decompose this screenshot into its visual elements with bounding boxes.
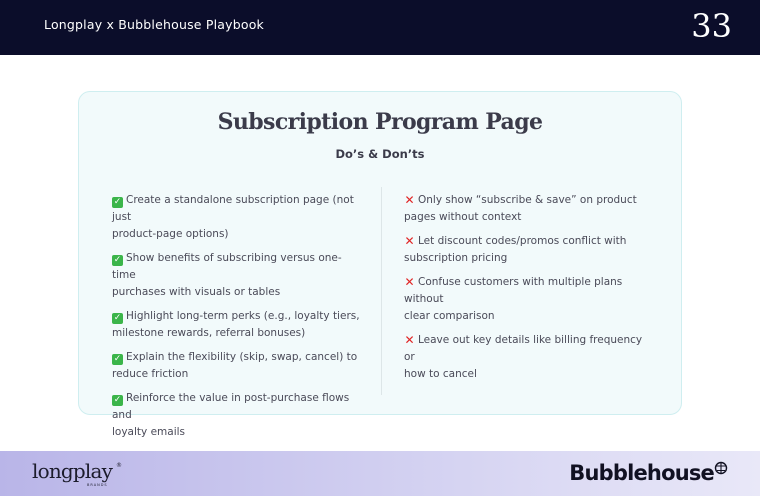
dont-item bbox=[404, 192, 654, 226]
cross-mark-icon: ✕ bbox=[404, 333, 415, 347]
dont-item bbox=[404, 332, 654, 383]
check-mark-icon: ✓ bbox=[113, 255, 122, 265]
cross-mark-icon: ✕ bbox=[404, 234, 415, 248]
do-item-line2: milestone rewards, referral bonuses) bbox=[112, 327, 306, 339]
header-bar bbox=[0, 0, 760, 55]
dont-item-line1: Leave out key details like billing frequency or bbox=[404, 334, 643, 363]
donts-column bbox=[404, 192, 654, 390]
dont-item-line2: subscription pricing bbox=[404, 252, 508, 264]
card-subtitle: Do’s & Don’ts bbox=[335, 147, 425, 161]
dont-item bbox=[404, 274, 654, 325]
do-item-line1: Highlight long-term perks (e.g., loyalty tiers, bbox=[126, 310, 360, 322]
longplay-logo: longplay bbox=[32, 459, 113, 483]
dont-item-line2: clear comparison bbox=[404, 310, 495, 322]
do-item-line2: reduce friction bbox=[112, 368, 189, 380]
do-item-line2: product-page options) bbox=[112, 228, 229, 240]
check-mark-icon: ✓ bbox=[113, 354, 122, 364]
do-item-line1: Show benefits of subscribing versus one-time bbox=[112, 252, 342, 281]
cross-mark-icon: ✕ bbox=[404, 275, 415, 289]
dont-item bbox=[404, 233, 654, 267]
do-item-line1: Create a standalone subscription page (not just bbox=[112, 194, 354, 223]
dont-item-line1: Only show “subscribe & save” on product bbox=[418, 194, 637, 206]
do-item-line2: purchases with visuals or tables bbox=[112, 286, 281, 298]
bubblehouse-logo: Bubblehouse bbox=[569, 461, 714, 485]
check-mark-icon: ✓ bbox=[113, 395, 122, 405]
cross-mark-icon: ✕ bbox=[404, 193, 415, 207]
footer-bar bbox=[0, 451, 760, 496]
bubblehouse-mark-icon bbox=[714, 461, 728, 475]
dos-column bbox=[112, 192, 364, 448]
do-item bbox=[112, 308, 364, 342]
longplay-logo-trademark: ® bbox=[116, 462, 122, 469]
dont-item-line2: how to cancel bbox=[404, 368, 477, 380]
dont-item-line2: pages without context bbox=[404, 211, 522, 223]
page-number: 33 bbox=[691, 7, 732, 45]
card-title: Subscription Program Page bbox=[217, 109, 543, 135]
dos-donts-card bbox=[78, 91, 682, 438]
check-mark-icon: ✓ bbox=[113, 197, 122, 207]
do-item-line1: Explain the flexibility (skip, swap, cancel) to bbox=[126, 351, 358, 363]
do-item bbox=[112, 390, 364, 441]
do-item bbox=[112, 250, 364, 301]
do-item bbox=[112, 349, 364, 383]
check-mark-icon: ✓ bbox=[113, 313, 122, 323]
dont-item-line1: Let discount codes/promos conflict with bbox=[418, 235, 627, 247]
column-divider bbox=[381, 187, 382, 395]
do-item-line2: loyalty emails bbox=[112, 426, 186, 438]
dont-item-line1: Confuse customers with multiple plans without bbox=[404, 276, 623, 305]
document-title: Longplay x Bubblehouse Playbook bbox=[44, 17, 264, 32]
do-item-line1: Reinforce the value in post-purchase flows and bbox=[112, 392, 350, 421]
longplay-logo-subtext: BRANDS bbox=[87, 483, 108, 487]
do-item bbox=[112, 192, 364, 243]
